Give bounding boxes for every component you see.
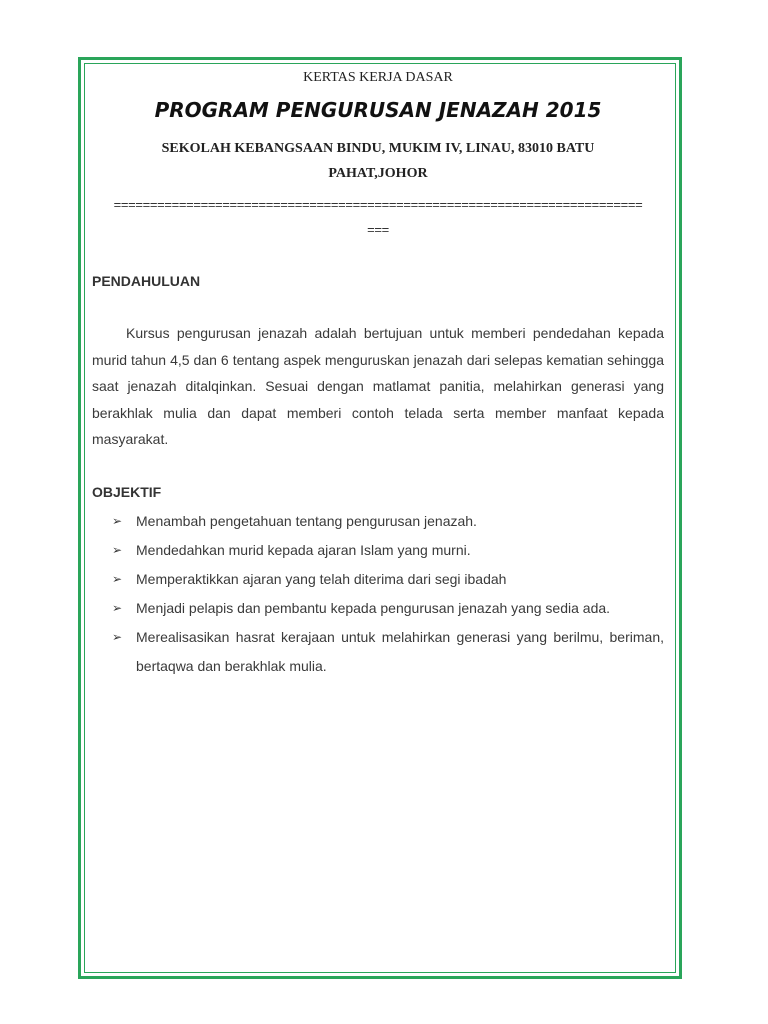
- objektif-heading: OBJEKTIF: [92, 483, 162, 500]
- list-item-text: Menambah pengetahuan tentang pengurusan jenazah.: [136, 512, 477, 529]
- arrowhead-bullet-icon: ➢: [112, 600, 123, 615]
- list-item-text: Merealisasikan hasrat kerajaan untuk melahirkan generasi yang berilmu, beriman, bertaqwa dan berakhlak mulia.: [136, 628, 664, 674]
- pendahuluan-paragraph: Kursus pengurusan jenazah adalah bertujuan untuk memberi pendedahan kepada murid tahun 4,5 dan 6 tentang aspek menguruskan jenazah dari selepas kematian sehingga saat jenazah ditalqinkan. Sesuai dengan matlamat panitia, melahirkan generasi yang berakhlak mulia dan dapat memberi contoh telada serta member manfaat kepada masyarakat.: [92, 325, 664, 447]
- separator-tail: ===: [367, 222, 389, 237]
- school-address-line-1: SEKOLAH KEBANGSAAN BINDU, MUKIM IV, LINAU, 83010 BATU: [161, 141, 595, 156]
- separator-main: =========================================================================: [113, 197, 643, 212]
- objektif-list: [92, 507, 664, 681]
- pendahuluan-heading: PENDAHULUAN: [92, 273, 201, 289]
- list-item: [92, 536, 664, 565]
- list-item-text: Mendedahkan murid kepada ajaran Islam yang murni.: [136, 541, 471, 558]
- school-address: [92, 136, 664, 186]
- list-item: [92, 507, 664, 536]
- arrowhead-bullet-icon: ➢: [112, 542, 123, 557]
- list-item-text: Memperaktikkan ajaran yang telah diterima dari segi ibadah: [136, 570, 507, 587]
- list-item: [92, 623, 664, 681]
- separator-line: [92, 192, 664, 242]
- arrowhead-bullet-icon: ➢: [112, 513, 123, 528]
- document-subtitle: KERTAS KERJA DASAR: [303, 70, 453, 85]
- list-item: [92, 565, 664, 594]
- arrowhead-bullet-icon: ➢: [112, 571, 123, 586]
- arrowhead-bullet-icon: ➢: [112, 629, 123, 644]
- list-item-text: Menjadi pelapis dan pembantu kepada pengurusan jenazah yang sedia ada.: [136, 599, 611, 616]
- document-title: PROGRAM PENGURUSAN JENAZAH 2015: [154, 98, 602, 122]
- school-address-line-2: PAHAT,JOHOR: [328, 166, 428, 181]
- document-body: [92, 64, 664, 681]
- list-item: [92, 594, 664, 623]
